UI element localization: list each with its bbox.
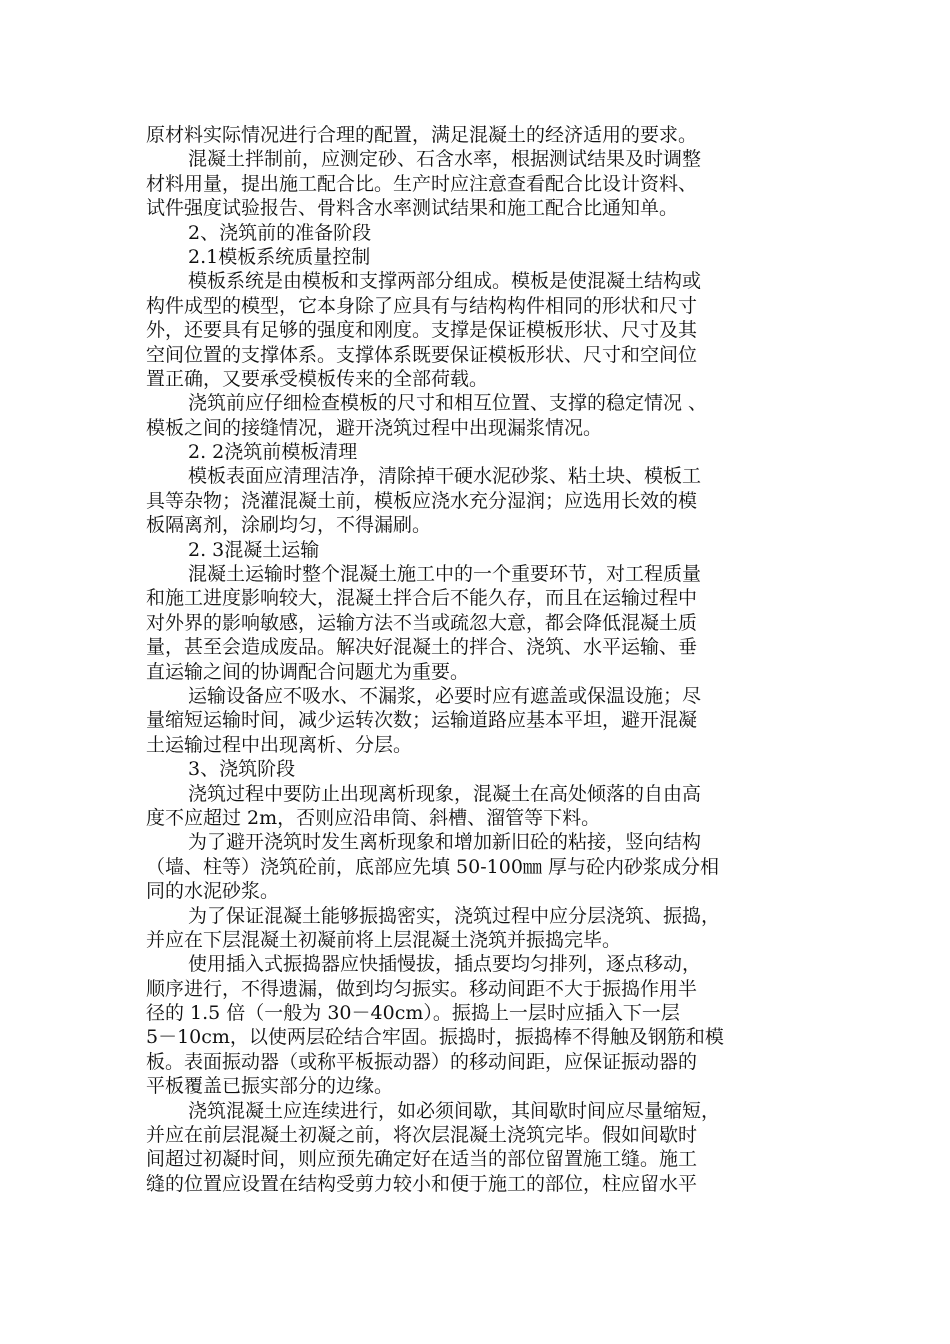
- text-line: 浇筑前应仔细检查模板的尺寸和相互位置、支撑的稳定情况 、: [188, 392, 708, 415]
- text-line: 量，甚至会造成废品。解决好混凝土的拌合、浇筑、水平运输、垂: [146, 636, 698, 659]
- text-line: 板。表面振动器（或称平板振动器）的移动间距，应保证振动器的: [146, 1050, 698, 1073]
- text-line: 浇筑过程中要防止出现离析现象，混凝土在高处倾落的自由高: [188, 782, 702, 805]
- text-line: 2. 3混凝土运输: [188, 538, 320, 561]
- text-line: 原材料实际情况进行合理的配置，满足混凝土的经济适用的要求。: [146, 124, 698, 146]
- text-line: 试件强度试验报告、骨料含水率测试结果和施工配合比通知单。: [146, 197, 679, 220]
- text-line: 2. 2浇筑前模板清理: [188, 441, 358, 464]
- text-line: 构件成型的模型，它本身除了应具有与结构构件相同的形状和尺寸: [146, 294, 698, 317]
- text-line: 材料用量，提出施工配合比。生产时应注意查看配合比设计资料、: [146, 172, 698, 195]
- text-line: 2、浇筑前的准备阶段: [188, 221, 372, 244]
- document-body: [146, 123, 806, 1196]
- text-line: 径的 1.5 倍（一般为 30－40cm）。振捣上一层时应插入下一层: [146, 1002, 680, 1025]
- text-line: 5－10cm，以使两层砼结合牢固。振捣时，振捣棒不得触及钢筋和模: [146, 1026, 724, 1049]
- text-line: 混凝土运输时整个混凝土施工中的一个重要环节，对工程质量: [188, 563, 702, 586]
- text-line: 并应在下层混凝土初凝前将上层混凝土浇筑并振捣完毕。: [146, 928, 622, 951]
- text-line: 外，还要具有足够的强度和刚度。支撑是保证模板形状、尺寸及其: [146, 319, 698, 342]
- text-line: 直运输之间的协调配合问题尤为重要。: [146, 660, 470, 683]
- text-line: 空间位置的支撑体系。支撑体系既要保证模板形状、尺寸和空间位: [146, 343, 698, 366]
- text-line: 缝的位置应设置在结构受剪力较小和便于施工的部位，柱应留水平: [146, 1172, 698, 1195]
- text-line: 间超过初凝时间，则应预先确定好在适当的部位留置施工缝。施工: [146, 1148, 698, 1171]
- text-line: 模板表面应清理洁净，清除掉干硬水泥砂浆、粘土块、模板工: [188, 465, 702, 488]
- text-line: 具等杂物；浇灌混凝土前，模板应浇水充分湿润；应选用长效的模: [146, 489, 698, 512]
- text-line: 浇筑混凝土应连续进行，如必须间歇，其间歇时间应尽量缩短，: [188, 1099, 721, 1122]
- text-line: 3、浇筑阶段: [188, 758, 296, 781]
- text-line: 对外界的影响敏感，运输方法不当或疏忽大意，都会降低混凝土质: [146, 611, 698, 634]
- text-line: 同的水泥砂浆。: [146, 880, 280, 903]
- text-line: 土运输过程中出现离析、分层。: [146, 733, 413, 756]
- text-line: 模板系统是由模板和支撑两部分组成。模板是使混凝土结构或: [188, 270, 702, 293]
- text-line: 量缩短运输时间，减少运转次数；运输道路应基本平坦，避开混凝: [146, 709, 698, 732]
- text-line: 运输设备应不吸水、不漏浆，必要时应有遮盖或保温设施；尽: [188, 684, 702, 707]
- text-line: 度不应超过 2m，否则应沿串筒、斜槽、溜管等下料。: [146, 806, 601, 829]
- text-line: 2.1模板系统质量控制: [188, 245, 371, 268]
- text-line: 模板之间的接缝情况，避开浇筑过程中出现漏浆情况。: [146, 416, 603, 439]
- text-line: （墙、柱等）浇筑砼前，底部应先填 50-100㎜ 厚与砼内砂浆成分相: [146, 855, 719, 878]
- text-line: 为了保证混凝土能够振捣密实，浇筑过程中应分层浇筑、振捣，: [188, 904, 721, 927]
- text-line: 使用插入式振捣器应快插慢拔，插点要均匀排列，逐点移动，: [188, 953, 702, 976]
- text-line: 并应在前层混凝土初凝之前，将次层混凝土浇筑完毕。假如间歇时: [146, 1124, 698, 1147]
- text-line: 和施工进度影响较大，混凝土拌合后不能久存，而且在运输过程中: [146, 587, 698, 610]
- text-line: 为了避开浇筑时发生离析现象和增加新旧砼的粘接，竖向结构: [188, 831, 702, 854]
- text-line: 顺序进行，不得遗漏，做到均匀振实。移动间距不大于振捣作用半: [146, 977, 698, 1000]
- text-line: 混凝土拌制前，应测定砂、石含水率，根据测试结果及时调整: [188, 148, 702, 171]
- text-line: 置正确，又要承受模板传来的全部荷载。: [146, 367, 489, 390]
- text-line: 平板覆盖已振实部分的边缘。: [146, 1075, 394, 1098]
- text-line: 板隔离剂，涂刷均匀，不得漏刷。: [146, 514, 432, 537]
